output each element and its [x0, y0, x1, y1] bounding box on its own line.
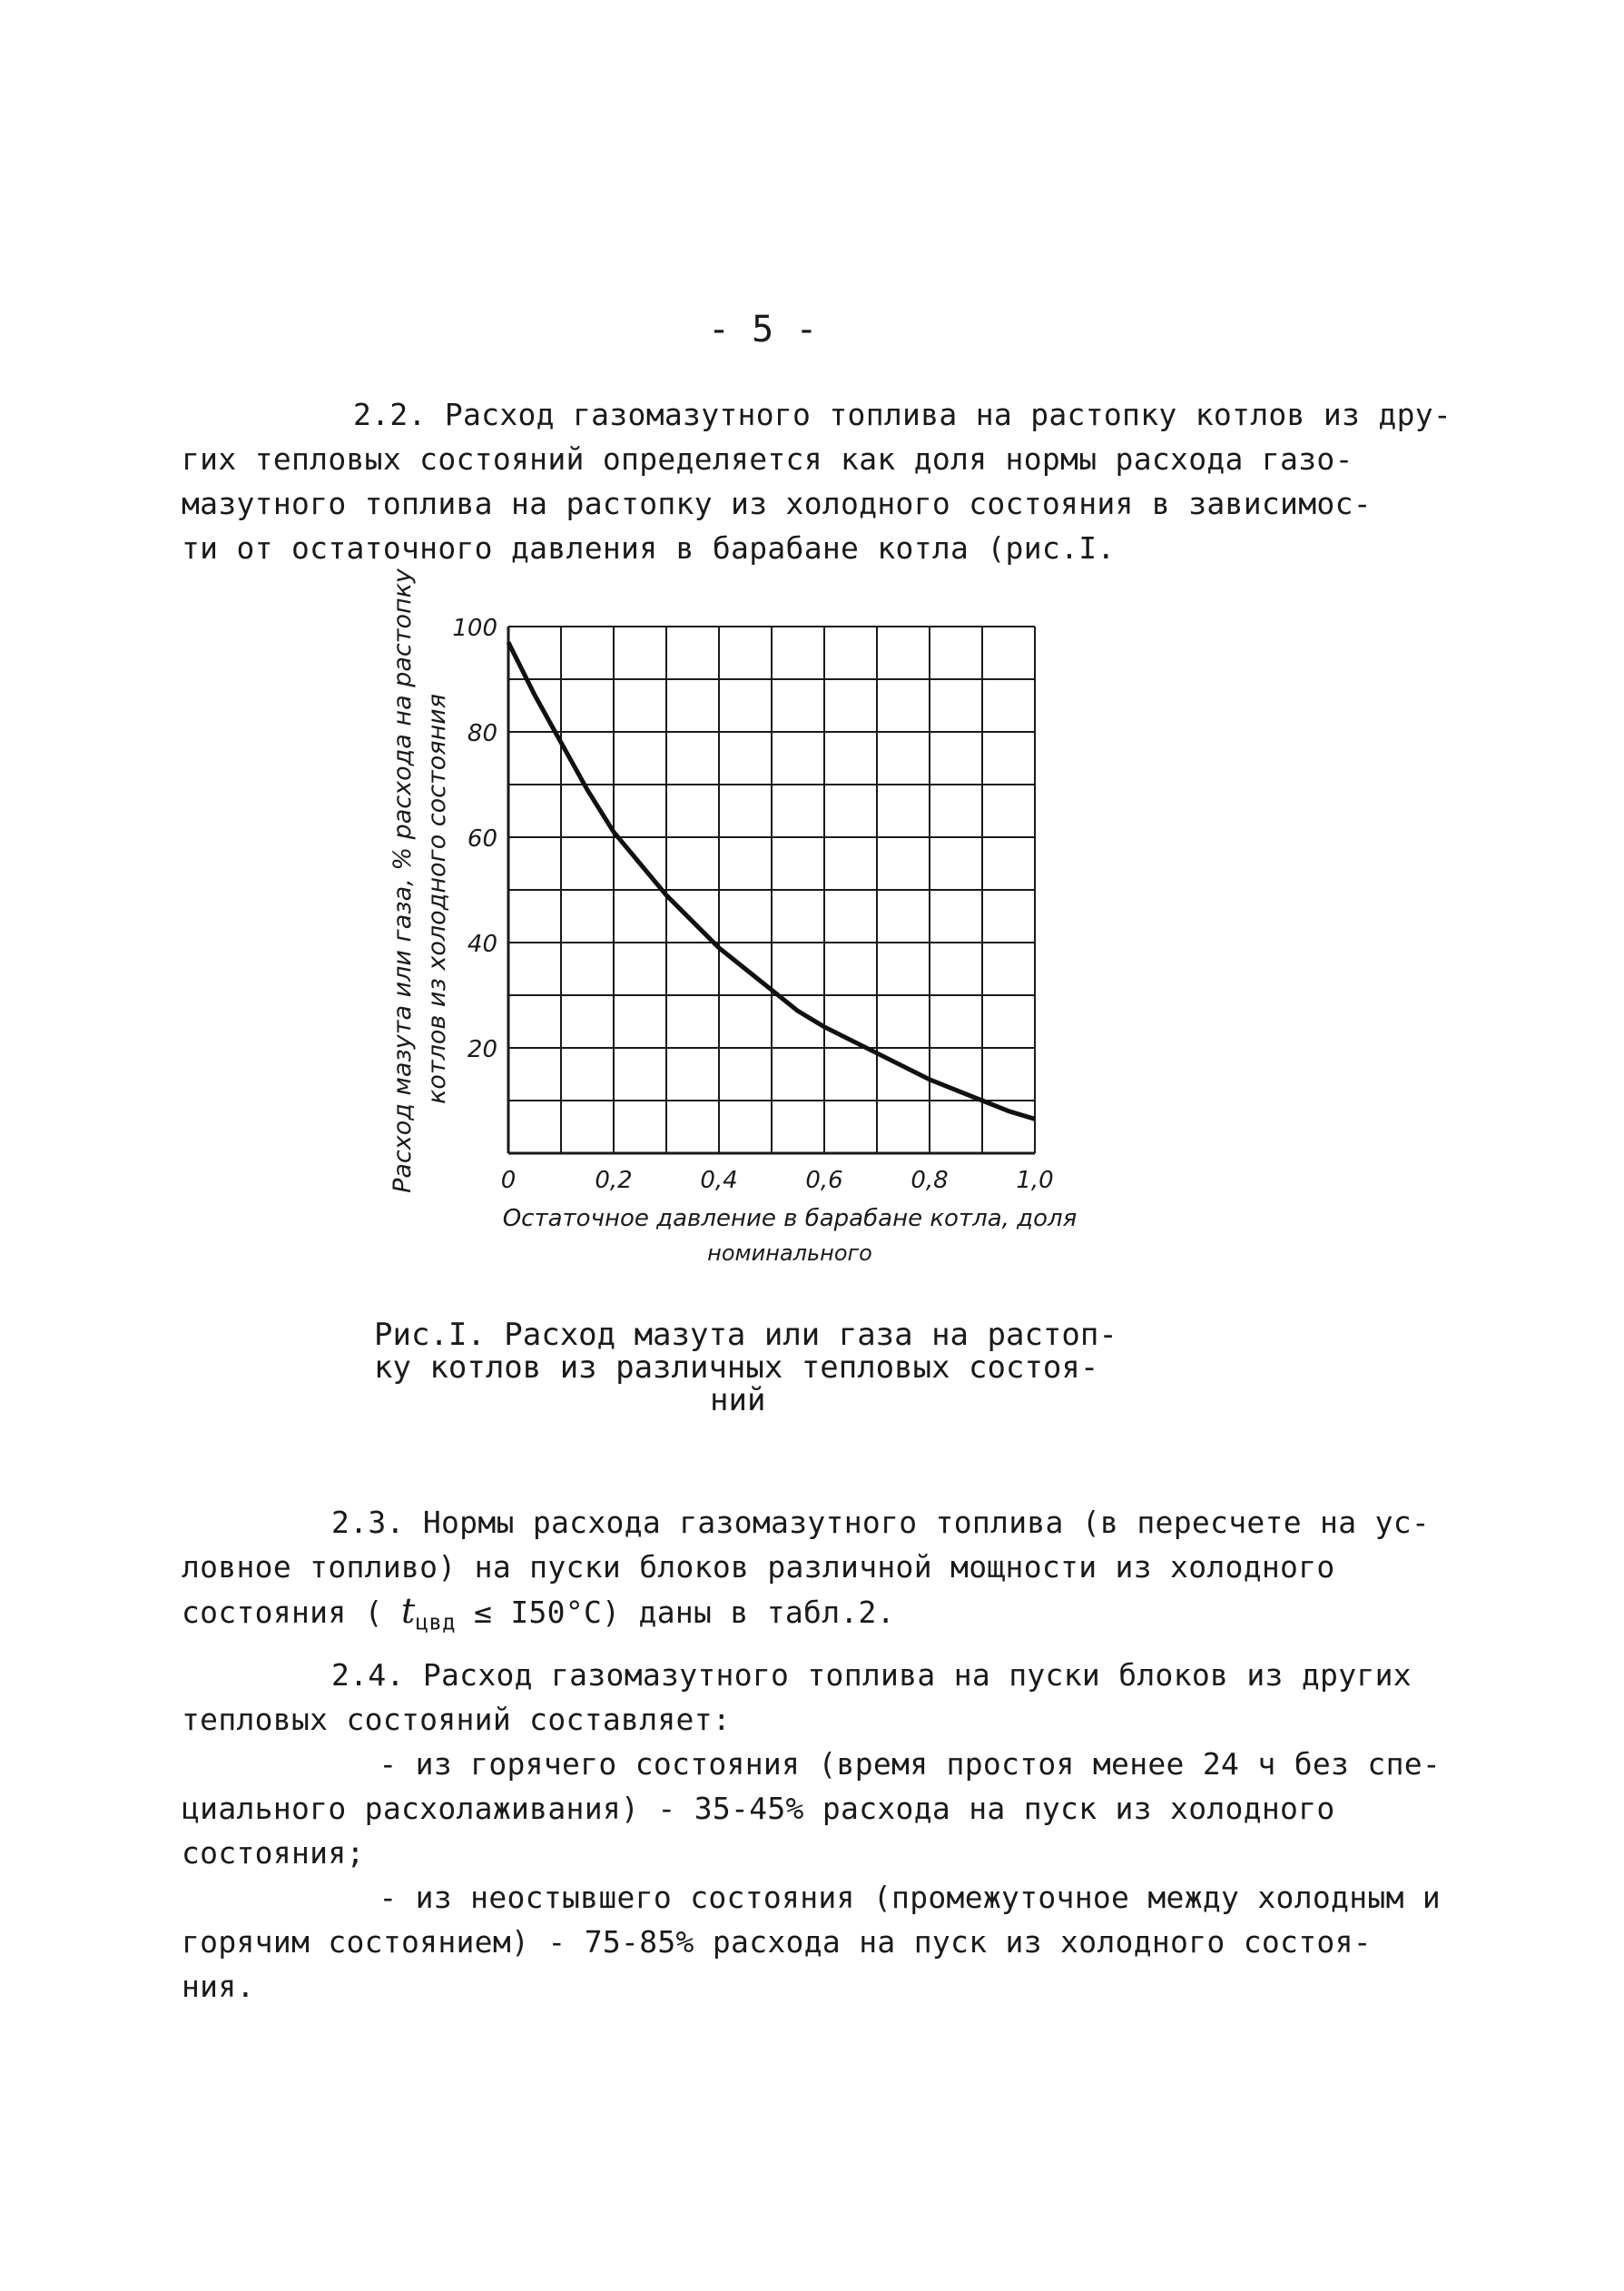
paragraph-line-formula	[182, 1589, 895, 1645]
x-tick-label: 0	[500, 1167, 517, 1194]
y-axis-label-continued: котлов из холодного состояния	[423, 694, 451, 1104]
x-axis-label-continued: номинального	[707, 1240, 872, 1266]
y-tick-label: 60	[467, 825, 497, 853]
y-tick-label: 80	[467, 720, 497, 747]
paragraph-line: - из неостывшего состояния (промежуточное между холодным и	[232, 1880, 1442, 1915]
paragraph-line: гих тепловых состояний определяется как доля нормы расхода газо-	[182, 441, 1353, 477]
paragraph-line: тепловых состояний составляет:	[182, 1702, 732, 1737]
temperature-subscript: цвд	[415, 1609, 456, 1635]
x-axis-label: Остаточное давление в барабане котла, доля	[502, 1205, 1078, 1232]
x-tick-label: 0,4	[700, 1167, 738, 1194]
y-tick-label: 40	[467, 931, 497, 958]
paragraph-line: 2.3. Нормы расхода газомазутного топлива (в пересчете на ус-	[221, 1505, 1431, 1540]
x-tick-label: 0,6	[805, 1167, 843, 1194]
paragraph-line: горячим состоянием) - 75-85% расхода на пуск из холодного состоя-	[182, 1924, 1372, 1960]
paragraph-line: ния.	[182, 1969, 255, 2004]
y-axis-label: Расход мазута или газа, % расхода на растопку	[389, 568, 417, 1193]
caption-line: ний	[710, 1382, 766, 1418]
paragraph-line: - из горячего состояния (время простоя менее 24 ч без спе-	[232, 1746, 1442, 1782]
paragraph-line: циального расхолаживания) - 35-45% расхода на пуск из холодного	[182, 1791, 1335, 1826]
paragraph-line: 2.4. Расход газомазутного топлива на пуски блоков из других	[221, 1657, 1412, 1693]
caption-line: Рис.I. Расход мазута или газа на растоп-	[374, 1317, 1117, 1353]
page-number: - 5 -	[708, 309, 818, 351]
paragraph-line: ловное топливо) на пуски блоков различной мощности из холодного	[182, 1549, 1335, 1585]
text-run: cостояния (	[182, 1595, 402, 1630]
y-tick-label: 100	[452, 615, 497, 642]
x-tick-label: 0,2	[595, 1167, 633, 1194]
x-tick-label: 0,8	[910, 1167, 949, 1194]
paragraph-line: 2.2. Расход газомазутного топлива на растопку котлов из дру-	[243, 397, 1452, 432]
caption-line: ку котлов из различных тепловых состоя-	[374, 1349, 1099, 1386]
x-tick-label: 1,0	[1016, 1167, 1054, 1194]
paragraph-line: ти от остаточного давления в барабане котла (рис.I.	[182, 530, 1116, 566]
paragraph-line: состояния;	[182, 1835, 365, 1871]
temperature-symbol: t	[401, 1591, 416, 1631]
text-run: ≤ I50°C) даны в табл.2.	[455, 1595, 895, 1630]
y-tick-label: 20	[467, 1036, 497, 1063]
paragraph-line: мазутного топлива на растопку из холодного состояния в зависимос-	[182, 486, 1372, 521]
